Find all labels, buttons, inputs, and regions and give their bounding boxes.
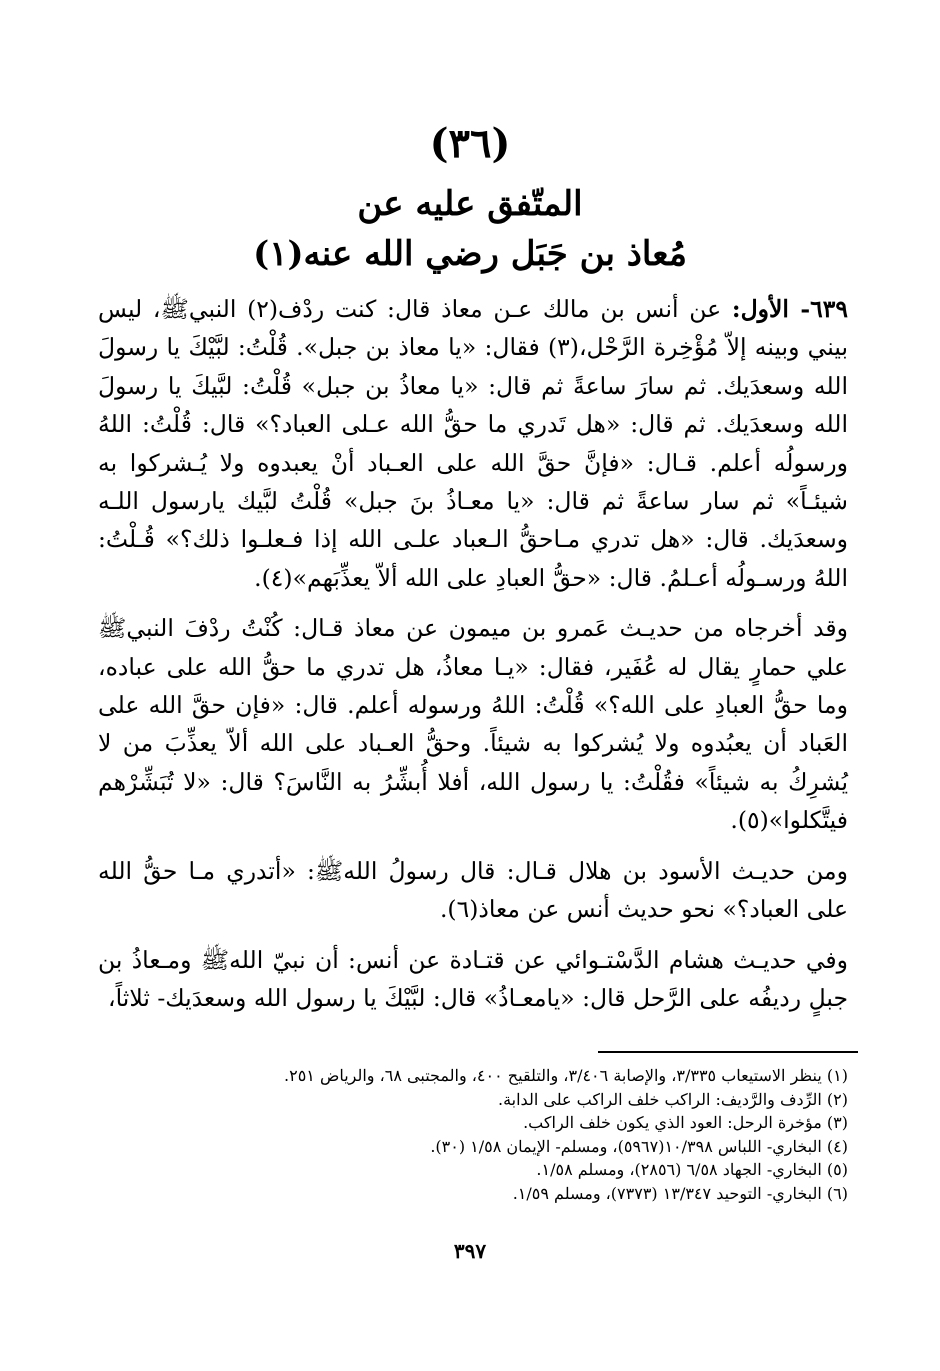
paragraph-hisham-dastuwai: وفي حديـث هشام الدَّسْتـوائي عن قتـادة عن أنس: أن نبيّ اللهﷺ ومـعاذُ بن جبلٍ رديفُه على الرَّحل قال: «يامعـاذُ» قال: لبَّيْكَ يا رسول الله وسعدَيك- ثلاثاً، (98, 945, 848, 1012)
footnote: (٦) البخاري- التوحيد ١٣/٣٤٧ (٧٣٧٣)، ومسلم ١/٥٩. (512, 1183, 848, 1203)
footnotes (120, 1064, 848, 1205)
paragraph-amr-ibn-maymun: وقد أخرجاه من حديـث عَمرو بن ميمون عن معاذ قـال: كُنْتُ ردْفَ النبيﷺ علي حمارٍ يقال له عُفَير، فقال: «يـا معاذُ، هل تدري ما حقُّ الله على عباده، وما حقُّ العبادِ على الله؟» قُلْتُ: اللهُ ورسوله أعلم. قال: «فإن حقَّ الله على العَباد أن يعبُدوه ولا يُشركوا به شيئاً. وحقُّ العـباد على الله ألاّ يعذِّبَ من لا يُشرِكُ به شيئاً» فقُلْتُ: يا رسول الله، أفلا أُبشِّرُ به النَّاسَ؟ قال: «لا تُبَشِّرْهم فيتَّكلوا»(٥). (98, 614, 848, 835)
footnote: (٤) البخاري- اللباس ١٠/٣٩٨(٥٩٦٧)، ومسلم- الإيمان ١/٥٨ (٣٠). (430, 1136, 848, 1156)
footnote: (٢) الرِّدف والرَّديف: الراكب خلف الراكب على الدابة. (497, 1089, 848, 1109)
chapter-number: (٣٦) (429, 120, 511, 167)
hadith-number: ٦٣٩- الأول: (731, 295, 848, 323)
footnote: (٥) البخاري- الجهاد ٦/٥٨ (٢٨٥٦)، ومسلم ١/٥٨. (536, 1160, 848, 1179)
footnote: (٣) مؤخرة الرحل: العود الذي يكون خلف الراكب. (523, 1113, 848, 1132)
footnote: (١) ينظر الاستيعاب ٣/٣٣٥، والإصابة ٣/٤٠٦، والتلقيح ٤٠٠، والمجتبى ٦٨، والرياض ٢٥١. (284, 1066, 848, 1085)
paragraph-hadith-639 (98, 290, 848, 597)
chapter-title-line-2: مُعاذ بن جَبَل رضي الله عنه(١) (253, 234, 687, 274)
footnote-separator (598, 1051, 858, 1053)
paragraph-aswad-ibn-hilal: ومن حديـث الأسود بن هلال قـال: قال رسولُ اللهﷺ: «أتدري مـا حقُّ الله على العباد؟» نحو حديث أنس عن معاذ(٦). (98, 856, 848, 924)
chapter-title-line-1: المتّفق عليه عن (357, 184, 583, 224)
page-number: ٣٩٧ (453, 1239, 487, 1263)
paragraph-text: عن أنس بن مالك عـن معاذ قال: كنت ردْف(٢) النبيﷺ، ليس بيني وبينه إلاّ مُؤْخِرة الرَّحْل،(٣) فقال: «يا معاذ بن جبل». قُلْتُ: لبَّيْكَ يا رسولَ الله وسعدَيك. ثم سارَ ساعةً ثم قال: «يا معاذُ بن جبل» قُلْتُ: لبَّيكَ يا رسولَ الله وسعدَيك. ثم قال: «هل تَدري ما حقُّ الله عـلى العباد؟» قال: قُلْتُ: اللهُ ورسولُه أعلم. قـال: «فإنَّ حقَّ الله على العـباد أنْ يعبدوه ولا يُـشركوا به شيئـاً» ثم سار ساعةً ثم قال: «يا معـاذُ بنَ جبل» قُلْتُ لبَّيك يارسول اللـه وسعدَيك. قال: «هل تدري مـاحقُّ الـعباد علـى الله إذا فـعلـوا ذلك؟» قُـلْتُ: اللهُ ورسـولُه أعـلمُ. قال: «حقُّ العبادِ على الله ألاّ يعذِّبَهم»(٤). (98, 295, 848, 592)
main-text (98, 290, 848, 1017)
